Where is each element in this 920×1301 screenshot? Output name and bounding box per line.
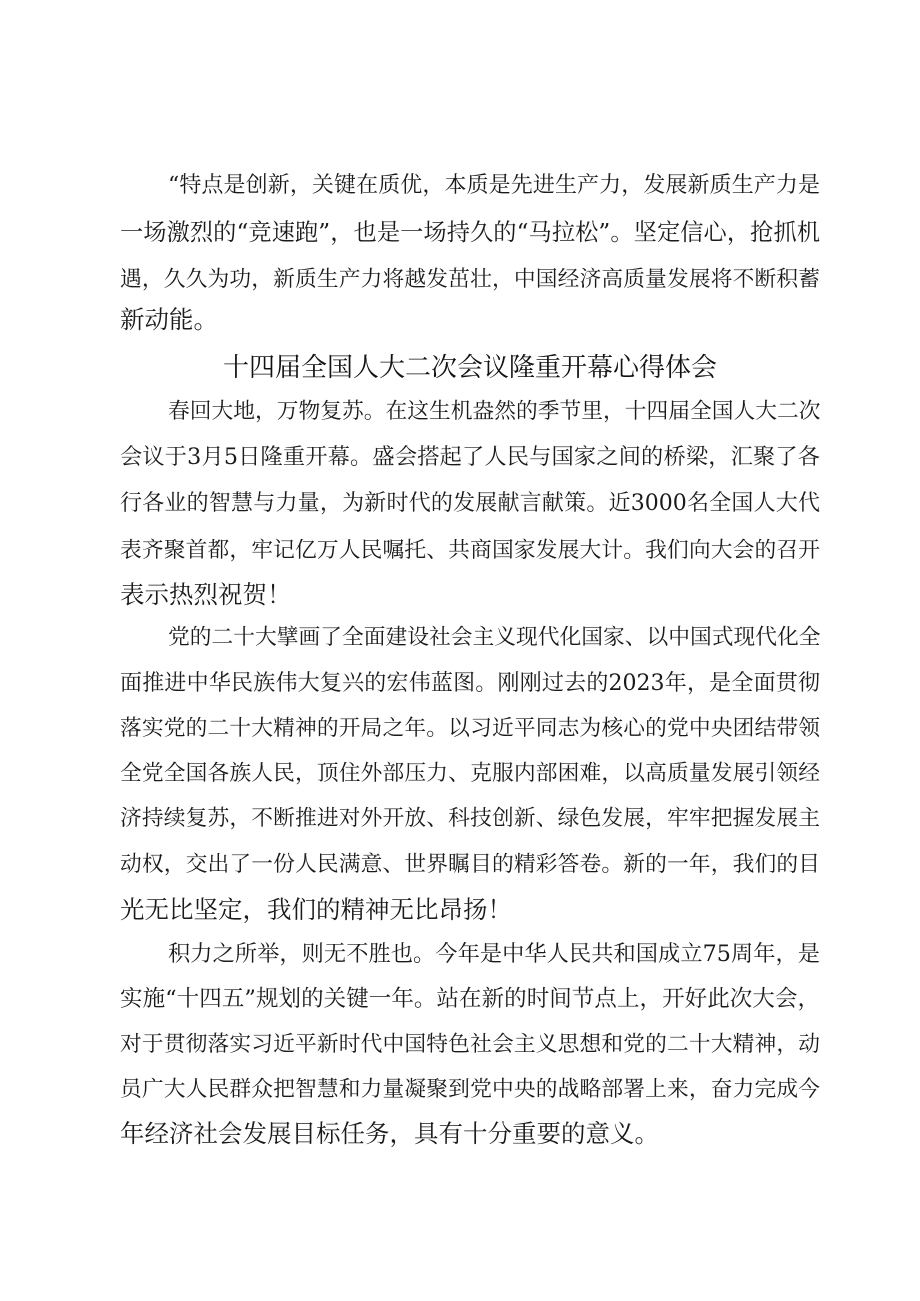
paragraph-2-line: 党的二十大擘画了全面建设社会主义现代化国家、以中国式现代化全 — [168, 625, 821, 650]
paragraph-2-line: 动权，交出了一份人民满意、世界瞩目的精彩答卷。新的一年，我们的目 — [120, 852, 820, 877]
paragraph-1-line: 春回大地，万物复苏。在这生机盎然的季节里，十四届全国人大二次 — [168, 399, 821, 424]
paragraph-3-line: 对于贯彻落实习近平新时代中国特色社会主义思想和党的二十大精神，动 — [120, 1032, 820, 1057]
intro-line: 一场激烈的“竞速跑”，也是一场持久的“马拉松”。坚定信心，抢抓机 — [120, 219, 820, 246]
intro-line: “特点是创新，关键在质优，本质是先进生产力，发展新质生产力是 — [168, 173, 820, 198]
paragraph-3-line: 员广大人民群众把智慧和力量凝聚到党中央的战略部署上来，奋力完成今 — [120, 1077, 820, 1102]
paragraph-3-line: 积力之所举，则无不胜也。今年是中华人民共和国成立75周年，是 — [168, 941, 820, 967]
paragraph-2-line: 全党全国各族人民，顶住外部压力、克服内部困难，以高质量发展引领经 — [120, 761, 820, 786]
paragraph-2-line: 光无比坚定，我们的精神无比昂扬！ — [120, 895, 512, 924]
paragraph-2-line: 面推进中华民族伟大复兴的宏伟蓝图。刚刚过去的2023年，是全面贯彻 — [120, 671, 820, 696]
intro-line: 遇，久久为功，新质生产力将越发茁壮，中国经济高质量发展将不断积蓄 — [120, 267, 820, 292]
paragraph-3-line: 实施“十四五”规划的关键一年。站在新的时间节点上，开好此次大会， — [120, 986, 820, 1012]
article-title: 十四届全国人大二次会议隆重开幕心得体会 — [222, 353, 717, 383]
intro-line: 新动能。 — [120, 305, 218, 334]
paragraph-1-line: 行各业的智慧与力量，为新时代的发展献言献策。近3000名全国人大代 — [120, 491, 820, 516]
paragraph-1-line: 表示热烈祝贺！ — [120, 580, 292, 609]
paragraph-1-line: 会议于3月5日隆重开幕。盛会搭起了人民与国家之间的桥梁，汇聚了各 — [120, 444, 820, 470]
paragraph-3-line: 年经济社会发展目标任务，具有十分重要的意义。 — [120, 1119, 659, 1148]
paragraph-1-line: 表齐聚首都，牢记亿万人民嘱托、共商国家发展大计。我们向大会的召开 — [120, 538, 820, 563]
paragraph-2-line: 落实党的二十大精神的开局之年。以习近平同志为核心的党中央团结带领 — [120, 716, 820, 741]
paragraph-2-line: 济持续复苏，不断推进对外开放、科技创新、绿色发展，牢牢把握发展主 — [120, 806, 820, 831]
